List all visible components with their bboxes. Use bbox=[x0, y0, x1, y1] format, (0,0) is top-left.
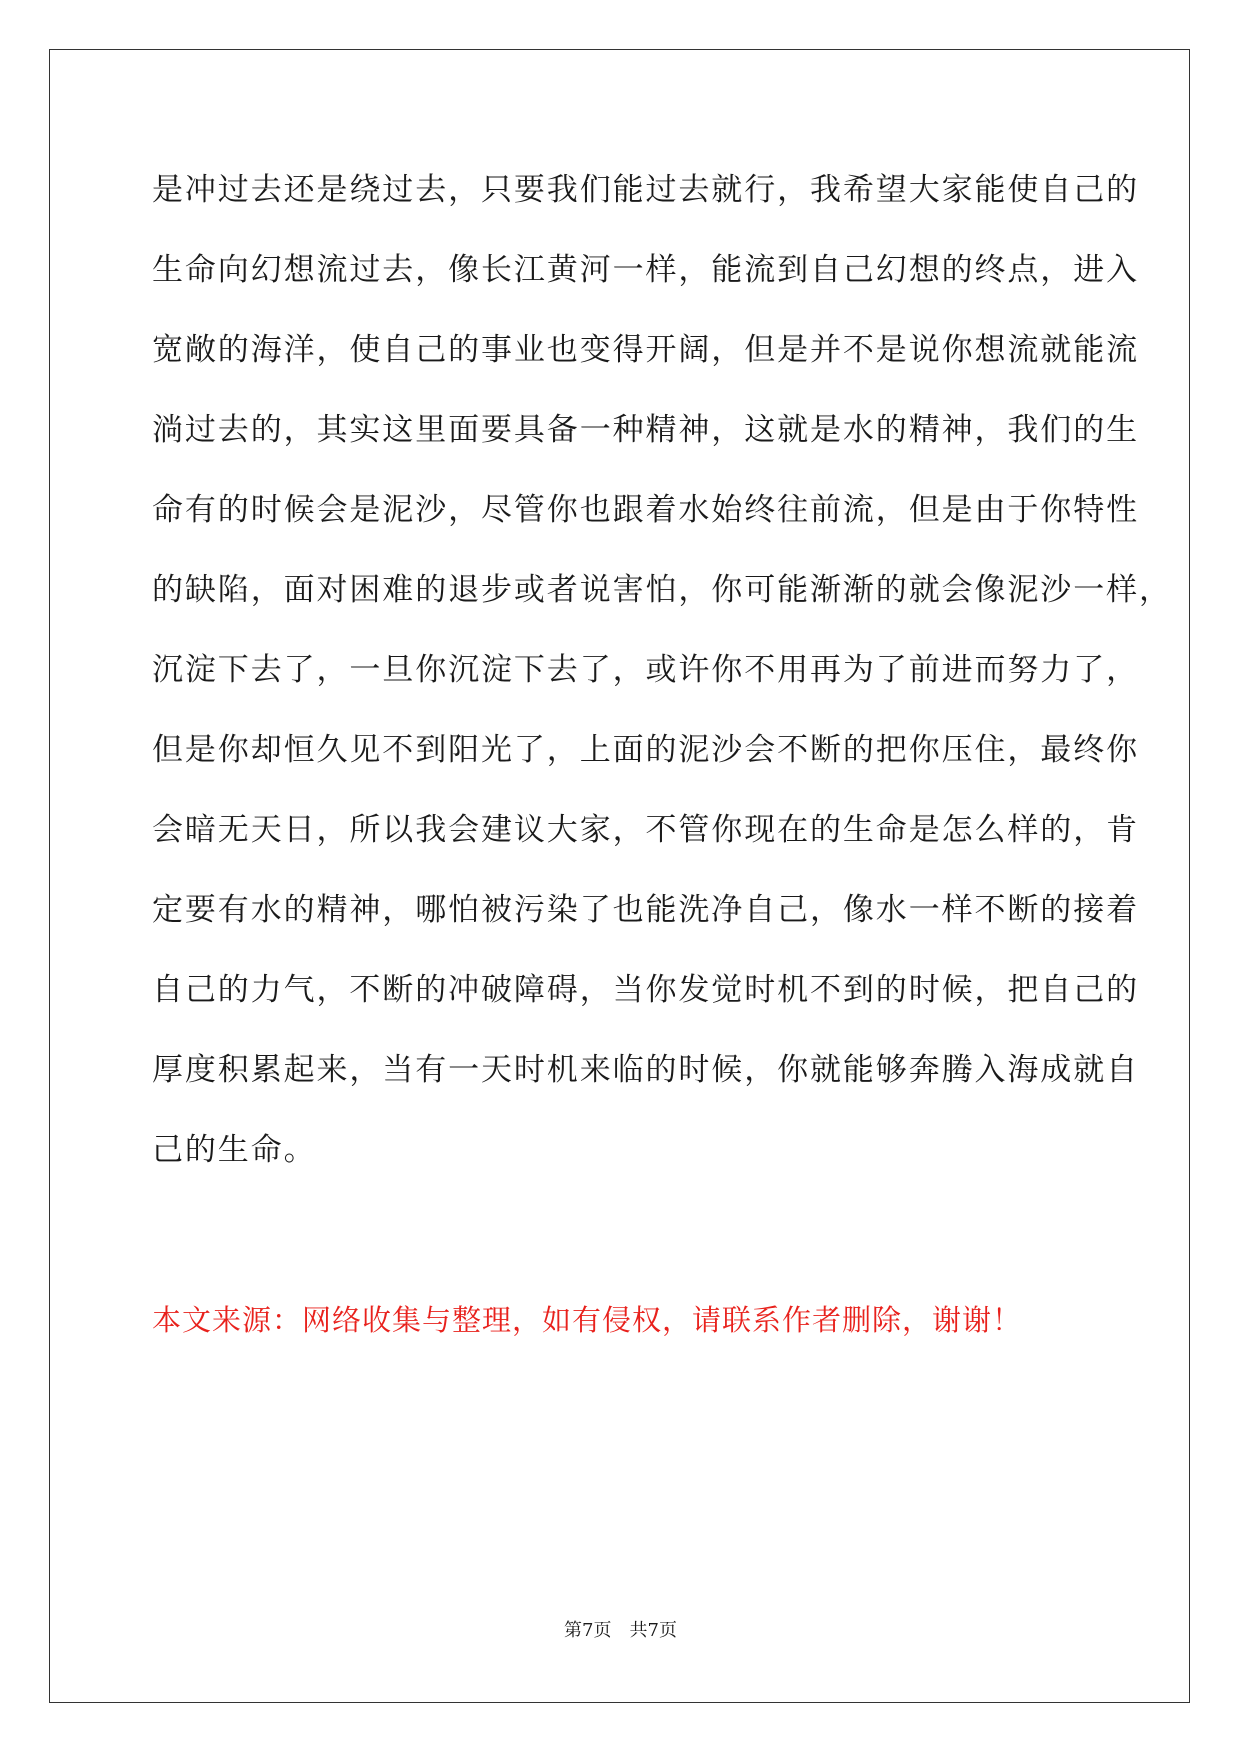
source-disclaimer: 本文来源：网络收集与整理，如有侵权，请联系作者删除，谢谢！ bbox=[152, 1303, 1023, 1337]
body-line-1: 是冲过去还是绕过去，只要我们能过去就行，我希望大家能使自己的 bbox=[152, 172, 1139, 208]
article-body bbox=[152, 150, 1172, 1190]
body-line-11: 自己的力气，不断的冲破障碍，当你发觉时机不到的时候，把自己的 bbox=[152, 972, 1139, 1008]
body-line-10: 定要有水的精神，哪怕被污染了也能洗净自己，像水一样不断的接着 bbox=[152, 892, 1139, 928]
body-line-5: 命有的时候会是泥沙，尽管你也跟着水始终往前流，但是由于你特性 bbox=[152, 492, 1139, 528]
body-line-4: 淌过去的，其实这里面要具备一种精神，这就是水的精神，我们的生 bbox=[152, 412, 1139, 448]
body-line-12: 厚度积累起来，当有一天时机来临的时候，你就能够奔腾入海成就自 bbox=[152, 1052, 1139, 1088]
body-line-9: 会暗无天日，所以我会建议大家，不管你现在的生命是怎么样的，肯 bbox=[152, 812, 1139, 848]
body-line-3: 宽敞的海洋，使自己的事业也变得开阔，但是并不是说你想流就能流 bbox=[152, 332, 1139, 368]
body-line-13: 己的生命。 bbox=[152, 1132, 317, 1168]
body-line-2: 生命向幻想流过去，像长江黄河一样，能流到自己幻想的终点，进入 bbox=[152, 252, 1139, 288]
body-line-6: 的缺陷，面对困难的退步或者说害怕，你可能渐渐的就会像泥沙一样， bbox=[152, 572, 1172, 608]
page-number-footer: 第7页 共7页 bbox=[564, 1620, 677, 1641]
body-line-8: 但是你却恒久见不到阳光了，上面的泥沙会不断的把你压住，最终你 bbox=[152, 732, 1139, 768]
body-line-7: 沉淀下去了，一旦你沉淀下去了，或许你不用再为了前进而努力了， bbox=[152, 652, 1139, 688]
